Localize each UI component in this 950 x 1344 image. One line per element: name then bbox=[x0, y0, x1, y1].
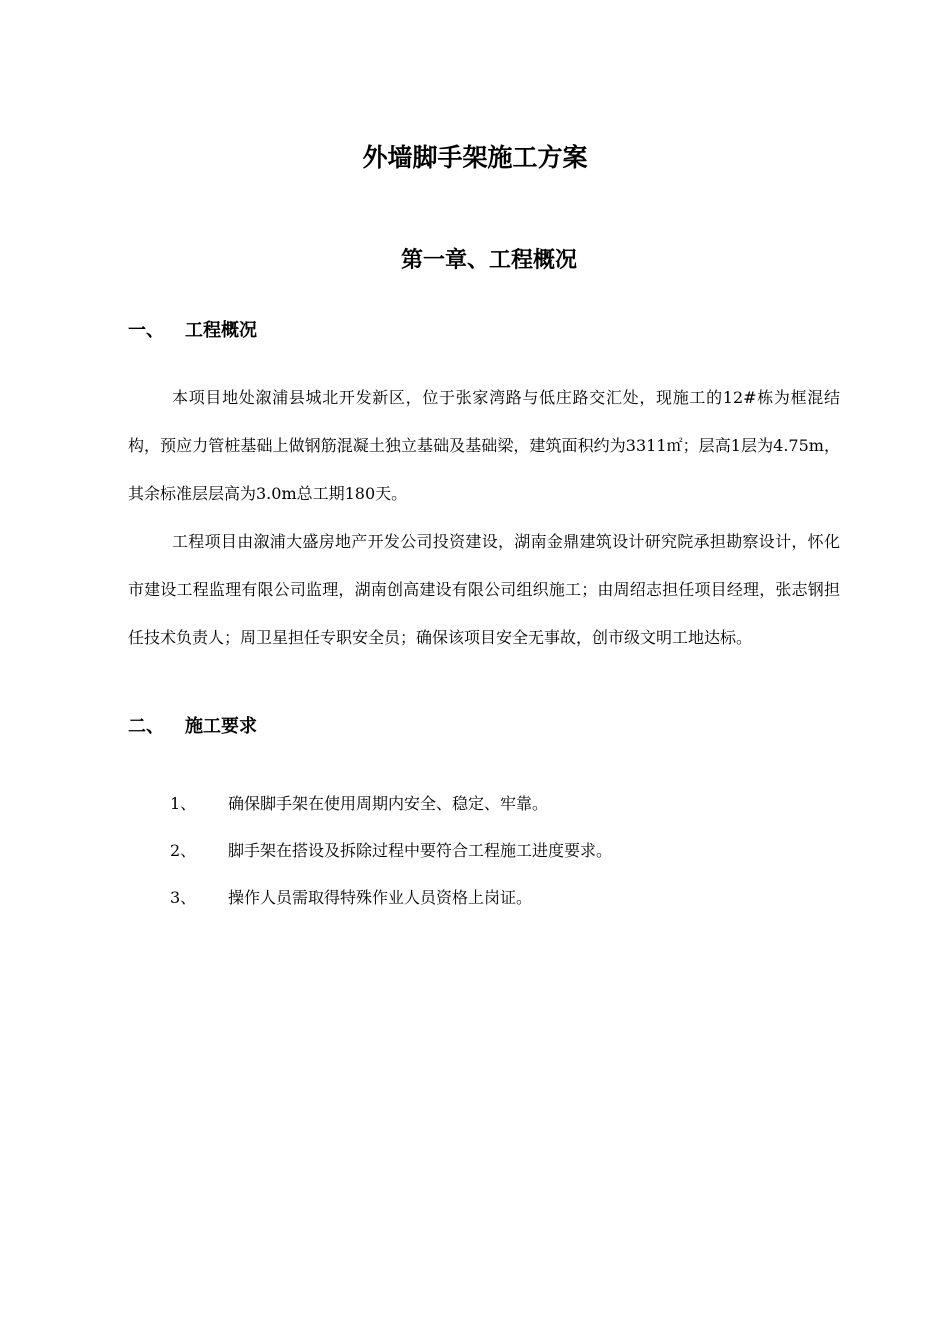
list-item bbox=[170, 827, 612, 874]
section-number: 一、 bbox=[128, 320, 164, 341]
section-heading-requirements bbox=[128, 713, 257, 741]
section-heading-overview bbox=[128, 317, 257, 345]
list-item bbox=[170, 874, 612, 921]
list-item bbox=[170, 780, 612, 827]
section-number: 二、 bbox=[128, 716, 164, 737]
paragraph-project-parties: 工程项目由溆浦大盛房地产开发公司投资建设，湖南金鼎建筑设计研究院承担勘察设计，怀化市建设工程监理有限公司监理，湖南创高建设有限公司组织施工；由周绍志担任项目经理，张志钢担任技术负责人；周卫星担任专职安全员；确保该项目安全无事故，创市级文明工地达标。 bbox=[128, 532, 840, 647]
requirements-list bbox=[170, 780, 612, 921]
paragraph-project-location: 本项目地处溆浦县城北开发新区，位于张家湾路与低庄路交汇处，现施工的12#栋为框混结构，预应力管桩基础上做钢筋混凝土独立基础及基础梁，建筑面积约为3311㎡；层高1层为4.75m，其余标准层层高为3.0m总工期180天。 bbox=[128, 388, 840, 503]
item-text: 操作人员需取得特殊作业人员资格上岗证。 bbox=[228, 888, 533, 907]
item-text: 脚手架在搭设及拆除过程中要符合工程施工进度要求。 bbox=[228, 841, 613, 860]
item-text: 确保脚手架在使用周期内安全、稳定、牢靠。 bbox=[228, 794, 549, 813]
chapter-title: 第一章、工程概况 bbox=[400, 248, 577, 273]
item-number: 1、 bbox=[170, 794, 197, 813]
document-title: 外墙脚手架施工方案 bbox=[362, 143, 588, 172]
section-title: 工程概况 bbox=[185, 320, 257, 341]
item-number: 3、 bbox=[170, 888, 197, 907]
section-title: 施工要求 bbox=[185, 716, 257, 737]
item-number: 2、 bbox=[170, 841, 197, 860]
